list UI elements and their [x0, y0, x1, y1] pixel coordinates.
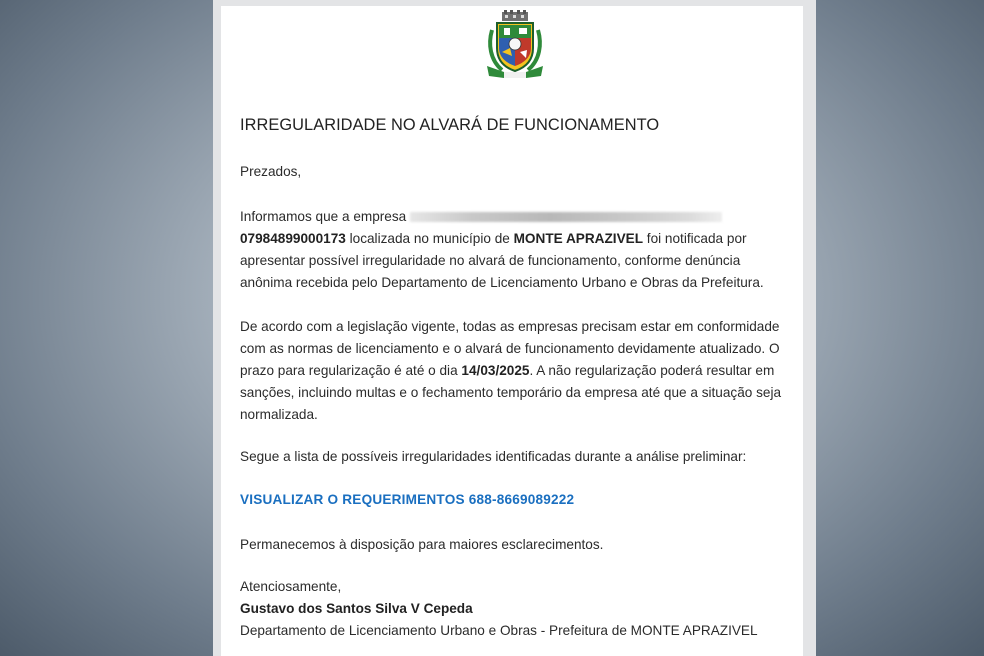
closing: Atenciosamente,	[240, 579, 342, 594]
city-name: MONTE APRAZIVEL	[513, 231, 644, 246]
availability-text: Permanecemos à disposição para maiores esclarecimentos.	[240, 537, 604, 552]
intro-text: Informamos que a empresa	[240, 209, 407, 224]
signer-name: Gustavo dos Santos Silva V Cepeda	[240, 601, 473, 616]
irregularities-intro: Segue a lista de possíveis irregularidades identificadas durante a análise preliminar:	[240, 449, 747, 464]
view-request-link[interactable]: VISUALIZAR O REQUERIMENTOS 688-8669089222	[240, 492, 575, 507]
paragraph-notification	[240, 206, 788, 294]
paragraph-line: normalizada.	[240, 407, 318, 422]
greeting: Prezados,	[240, 164, 302, 179]
paragraph-line: apresentar possível irregularidade no alvará de funcionamento, conforme denúncia	[240, 253, 741, 268]
deadline-date: 14/03/2025	[461, 363, 530, 378]
paragraph-line: anônima recebida pelo Departamento de Licenciamento Urbano e Obras da Prefeitura.	[240, 275, 764, 290]
deadline-suffix: . A não regularização poderá resultar em	[529, 363, 775, 378]
paragraph-line: sanções, incluindo multas e o fechamento temporário da empresa até que a situação seja	[240, 385, 782, 400]
deadline-prefix: prazo para regularização é até o dia	[240, 363, 462, 378]
municipal-coat-of-arms-icon	[486, 10, 544, 78]
email-title: IRREGULARIDADE NO ALVARÁ DE FUNCIONAMENTO	[240, 116, 660, 134]
paragraph-legislation	[240, 316, 788, 426]
paragraph-line: De acordo com a legislação vigente, todas as empresas precisam estar em conformidade	[240, 319, 780, 334]
signature-block	[240, 576, 788, 642]
notified-text: foi notificada por	[643, 231, 747, 246]
cnpj-number: 07984899000173	[240, 231, 346, 246]
link-paragraph	[240, 489, 788, 511]
redacted-company-name	[410, 212, 722, 222]
location-text: localizada no município de	[345, 231, 514, 246]
paragraph-line: com as normas de licenciamento e o alvará de funcionamento devidamente atualizado. O	[240, 341, 780, 356]
signer-department: Departamento de Licenciamento Urbano e Obras - Prefeitura de MONTE APRAZIVEL	[240, 623, 758, 638]
